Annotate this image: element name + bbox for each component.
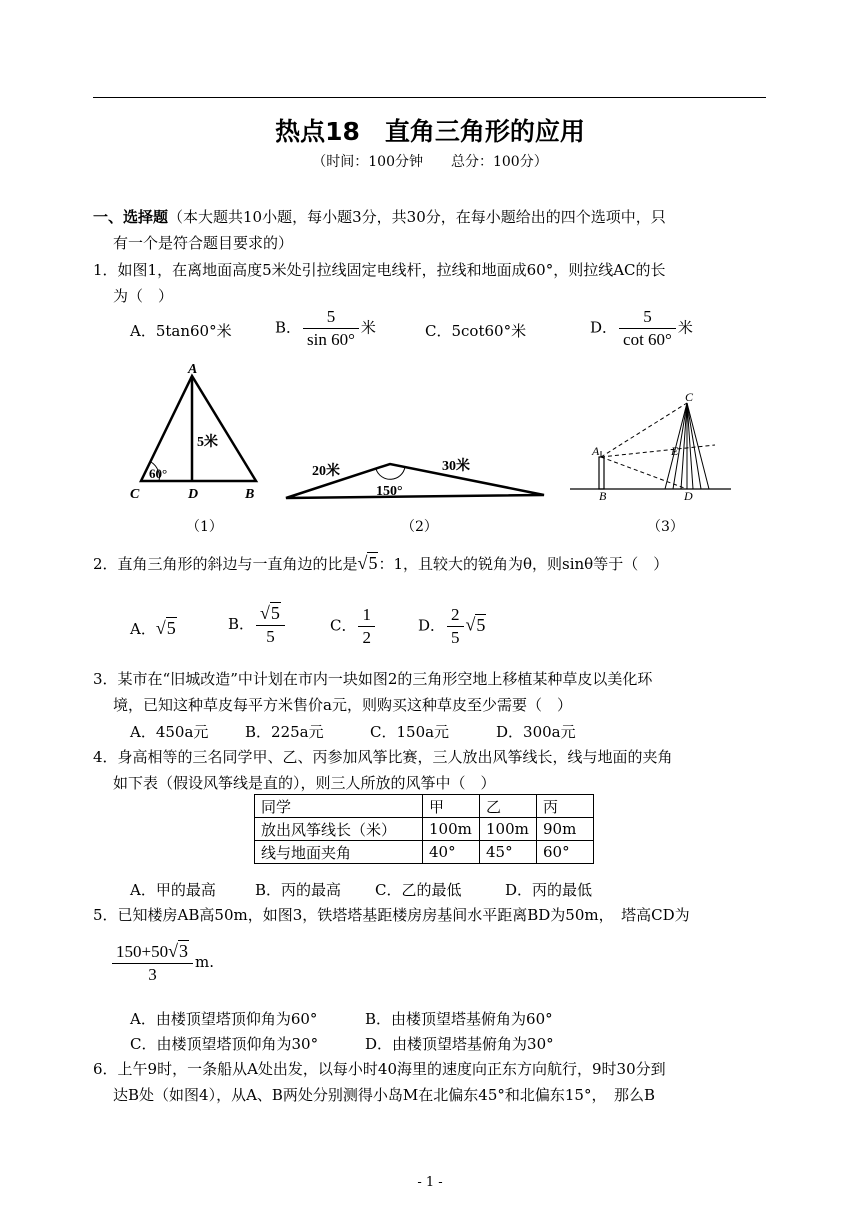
q5-option-b: B．由楼顶望塔基俯角为60° [365, 1010, 553, 1028]
q4-line2: 如下表（假设风筝线是直的），则三人所放的风筝中（ ） [113, 774, 496, 792]
fig1-label-b: B [245, 487, 255, 502]
q1-option-a: A．5tan60°米 [130, 322, 232, 340]
fig3-caption: （3） [647, 519, 684, 535]
top-rule [93, 97, 766, 98]
fig2-left-label: 20米 [312, 464, 340, 479]
table-cell: 放出风筝线长（米） [255, 818, 423, 841]
q5-line1: 5．已知楼房AB高50m，如图3，铁塔塔基距楼房房基间水平距离BD为50m， 塔高CD为 [93, 906, 690, 924]
q6-line2: 达B处（如图4），从A、B两处分别测得小岛M在北偏东45°和北偏东15°， 那么B [113, 1086, 655, 1104]
q1-option-d-fraction: $\frac{5}{\cot 60^\circ}$ [619, 306, 676, 351]
q1-option-b: B． $\frac{5}{\sin 60^\circ}$ 米 [275, 307, 376, 349]
fig3-building [599, 457, 604, 489]
figure-1 [125, 360, 270, 505]
table-cell: 90m [537, 818, 594, 841]
table-cell: 40° [423, 841, 480, 864]
q5-option-c: C．由楼顶望塔顶仰角为30° [130, 1035, 319, 1053]
fig1-length-label: 5米 [197, 435, 218, 450]
q3-line2: 境，已知这种草皮每平方米售价a元，则购买这种草皮至少需要（ ） [113, 696, 572, 714]
fig1-label-a: A [188, 362, 198, 377]
q4-option-d: D．丙的最低 [505, 881, 593, 899]
table-cell: 甲 [423, 795, 480, 818]
q1-option-c: C．5cot60°米 [425, 322, 527, 340]
q5-option-d: D．由楼顶望塔基俯角为30° [365, 1035, 554, 1053]
fig1-label-c: C [130, 487, 140, 502]
q2-option-b: B． $\frac{√5}{5}$ [228, 602, 287, 648]
fig1-caption: （1） [186, 519, 223, 535]
fig3-label-b: B [599, 489, 607, 500]
q4-option-c: C．乙的最低 [375, 881, 462, 899]
q3-option-d: D．300a元 [496, 723, 576, 741]
table-cell: 100m [480, 818, 537, 841]
fig2-angle-arc [376, 467, 405, 479]
q4-line1: 4．身高相等的三名同学甲、乙、丙参加风筝比赛，三人放出风筝线长，线与地面的夹角 [93, 748, 673, 766]
fig2-angle-label: 150° [376, 484, 403, 499]
table-cell: 同学 [255, 795, 423, 818]
table-cell: 100m [423, 818, 480, 841]
q3-option-c: C．150a元 [370, 723, 450, 741]
q6-line1: 6．上午9时，一条船从A处出发，以每小时40海里的速度向正东方向航行，9时30分到 [93, 1060, 666, 1078]
q2-option-a: A．√5 [130, 618, 176, 638]
q2-line1: 2．直角三角形的斜边与一直角边的比是√5：1，且较大的锐角为θ，则sinθ等于（ ） [93, 553, 669, 573]
q3-option-a: A．450a元 [130, 723, 209, 741]
q3-option-b: B．225a元 [245, 723, 324, 741]
fig3-label-c: C [685, 390, 694, 404]
table-row [255, 841, 594, 864]
figure-3 [565, 385, 735, 500]
figure-2 [280, 450, 550, 505]
q1-line1: 1．如图1，在离地面高度5米处引拉线固定电线杆，拉线和地面成60°，则拉线AC的长 [93, 261, 666, 279]
table-cell: 线与地面夹角 [255, 841, 423, 864]
fig3-tower-line-5 [687, 403, 701, 489]
table-row [255, 818, 594, 841]
fig3-label-e: E [671, 444, 679, 458]
q1-option-b-fraction: $\frac{5}{\sin 60^\circ}$ [303, 306, 359, 351]
page-title: 热点18 直角三角形的应用 [275, 117, 585, 146]
table-cell: 丙 [537, 795, 594, 818]
section1-heading: 一、选择题 [93, 208, 169, 226]
table-cell: 60° [537, 841, 594, 864]
table-cell: 乙 [480, 795, 537, 818]
q2-sqrt-5: √5 [357, 553, 378, 573]
fig2-caption: （2） [401, 519, 438, 535]
section1-desc-1: （本大题共10小题，每小题3分，共30分，在每小题给出的四个选项中，只 [168, 208, 666, 226]
section1-heading-line [93, 207, 666, 227]
page-number: - 1 - [417, 1175, 443, 1190]
q5-value: $\frac{150+50√3}{3}$ m. [110, 940, 214, 986]
q2-option-d: D． $\frac{2}{5}$ √5 [418, 605, 486, 647]
q1-option-d: D． $\frac{5}{\cot 60^\circ}$ 米 [590, 307, 693, 349]
fig3-label-d: D [684, 489, 693, 500]
q5-fraction: $\frac{150+50√3}{3}$ [112, 940, 193, 986]
table-cell: 45° [480, 841, 537, 864]
q2-option-c: C． $\frac{1}{2}$ [330, 604, 377, 649]
fig2-right-label: 30米 [442, 459, 470, 474]
table-row [255, 795, 594, 818]
fig1-label-d: D [188, 487, 199, 502]
q4-option-a: A．甲的最高 [130, 881, 216, 899]
q5-option-a: A．由楼顶望塔顶仰角为60° [130, 1010, 318, 1028]
q1-line2: 为（ ） [113, 287, 174, 305]
kite-table [254, 794, 594, 864]
q3-line1: 3．某市在“旧城改造”中计划在市内一块如图2的三角形空地上移植某种草皮以美化环 [93, 670, 653, 688]
page-subtitle: （时间：100分钟 总分：100分） [312, 154, 548, 170]
fig1-angle-label: 60° [149, 466, 168, 481]
fig3-label-a: A [592, 444, 600, 458]
q4-option-b: B．丙的最高 [255, 881, 342, 899]
section1-desc-2: 有一个是符合题目要求的） [113, 234, 294, 252]
